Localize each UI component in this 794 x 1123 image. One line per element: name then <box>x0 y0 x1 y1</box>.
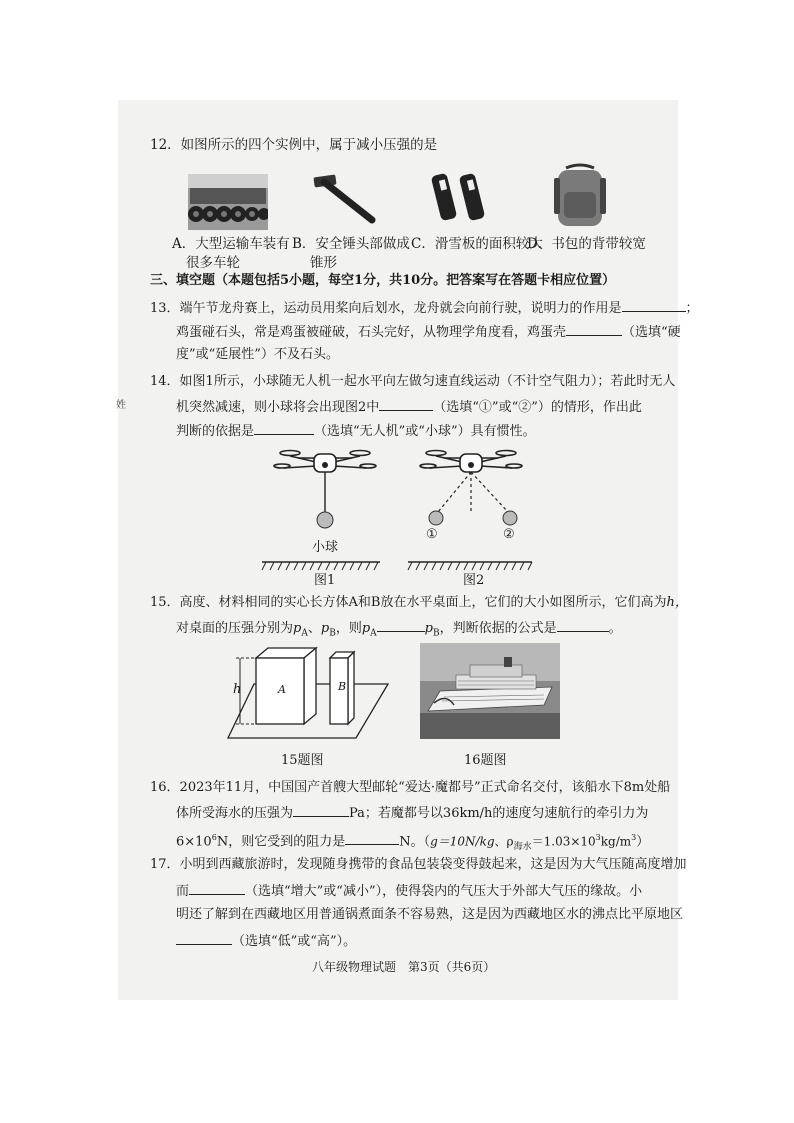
height-label: h <box>233 682 242 697</box>
answer-blank[interactable] <box>377 618 425 632</box>
answer-blank[interactable] <box>345 831 399 845</box>
q17-line4: （选填“低”或“高”）。 <box>176 931 356 951</box>
cruise-ship-image <box>420 643 560 739</box>
q15-line2: 对桌面的压强分别为$p_A$、$p_B$，则$p_A$ $p_B$，判断依据的公式是 。 <box>176 618 622 643</box>
q12-option-d: D．书包的背带较宽 <box>527 236 646 252</box>
q13-line2: 鸡蛋碰石头，常是鸡蛋被碰破，石头完好，从物理学角度看，鸡蛋壳 （选填“硬 <box>176 322 681 342</box>
q16-line2: 体所受海水的压强为 Pa；若魔都号以36km/h的速度匀速航行的牵引力为 <box>176 803 648 823</box>
q14-line2: 机突然减速，则小球将会出现图2中 （选填“①”或“②”）的情形，作出此 <box>176 397 642 417</box>
figure-2-drone-ball-options <box>406 444 542 586</box>
q17-line3: 明还了解到在西藏地区用普通锅煮面条不容易熟，这是因为西藏地区水的沸点比平原地区 <box>176 907 684 922</box>
truck-wheels-image <box>188 174 268 230</box>
page-footer: 八年级物理试题 第3页（共6页） <box>312 960 496 974</box>
figure-2-caption: 图2 <box>463 573 485 588</box>
answer-blank[interactable] <box>557 618 609 632</box>
q12-option-b-line2: 锥形 <box>310 255 337 271</box>
q13-line3: 度”或“延展性”）不及石头。 <box>176 347 339 362</box>
q17-line2: 而 （选填“增大”或“减小”），使得袋内的气压大于外部大气压的缘故。小 <box>176 881 642 901</box>
q12-option-a-line1: A．大型运输车装有 <box>172 236 290 252</box>
block-b-label: B <box>338 680 347 693</box>
figure-15-caption: 15题图 <box>281 753 324 768</box>
q17-line1: 17．小明到西藏旅游时，发现随身携带的食品包装袋变得鼓起来，这是因为大气压随高度增加 <box>150 857 687 872</box>
q12-option-a-line2: 很多车轮 <box>186 255 240 271</box>
option-1-mark: ① <box>426 527 438 542</box>
q16-line1: 16．2023年11月，中国国产首艘大型邮轮“爱达·魔都号”正式命名交付，该船水下8m处船 <box>150 780 671 795</box>
answer-blank[interactable] <box>379 397 433 411</box>
answer-blank[interactable] <box>176 931 232 945</box>
ski-boards-image <box>430 170 492 224</box>
answer-blank[interactable] <box>189 881 245 895</box>
answer-blank[interactable] <box>566 322 622 336</box>
backpack-image <box>552 162 608 230</box>
q12-option-c: C．滑雪板的面积较大 <box>411 236 543 252</box>
answer-blank[interactable] <box>622 298 686 312</box>
ball-label: 小球 <box>312 540 339 555</box>
section-3-heading: 三、填空题（本题包括5小题，每空1分，共10分。把答案写在答题卡相应位置） <box>150 273 616 288</box>
block-a-label: A <box>278 683 286 696</box>
q12-stem: 12．如图所示的四个实例中，属于减小压强的是 <box>150 137 438 153</box>
q12-option-b-line1: B．安全锤头部做成 <box>292 236 410 252</box>
figure-15-blocks-diagram <box>226 644 390 744</box>
q14-line1: 14．如图1所示，小球随无人机一起水平向左做匀速直线运动（不计空气阻力）；若此时无人 <box>150 374 676 389</box>
option-2-mark: ② <box>503 527 515 542</box>
answer-blank[interactable] <box>254 421 314 435</box>
answer-blank[interactable] <box>293 803 349 817</box>
figure-1-drone-ball <box>260 444 390 586</box>
q14-line3: 判断的依据是 （选填“无人机”或“小球”）具有惯性。 <box>176 421 536 441</box>
q16-line3: $6\times 10^6N$，则它受到的阻力是 N。（g＝10N/kg、$\rho_{海水}=1.03\times 10^3kg/m^3$） <box>176 833 650 852</box>
margin-mark: 姓 <box>116 400 126 411</box>
figure-1-caption: 图1 <box>314 573 336 588</box>
q13-line1: 13．端午节龙舟赛上，运动员用桨向后划水，龙舟就会向前行驶，说明力的作用是 ； <box>150 298 699 318</box>
q15-line1: 15．高度、材料相同的实心长方体A和B放在水平桌面上，它们的大小如图所示，它们高为h， <box>150 595 688 610</box>
figure-16-caption: 16题图 <box>464 753 507 768</box>
safety-hammer-image <box>310 168 380 226</box>
